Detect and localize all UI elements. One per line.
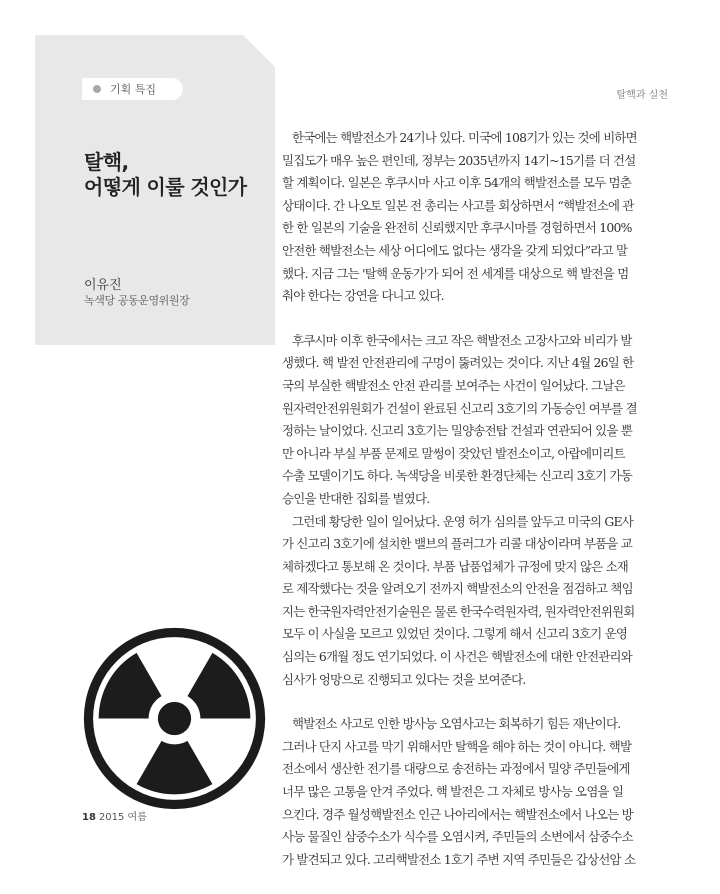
text-line: 가 신고리 3호기에 설치한 밸브의 플러그가 리콜 대상이라며 부품을 교 (282, 536, 632, 552)
article-title (84, 150, 274, 200)
text-line: 정하는 날이었다. 신고리 3호기는 밀양송전탑 건설과 연관되어 있을 뿐 (282, 423, 632, 439)
issue-label: 2015 여름 (98, 812, 147, 823)
text-line: 너무 많은 고통을 안겨 주었다. 핵 발전은 그 자체로 방사능 오염을 일 (282, 784, 624, 800)
text-line: 했다. 지금 그는 '탈핵 운동가'가 되어 전 세계를 대상으로 핵 발전을 멈 (282, 265, 629, 281)
text-line: 생했다. 핵 발전 안전관리에 구멍이 뚫려있는 것이다. 지난 4월 26일 한 (282, 355, 634, 371)
body-paragraph (282, 330, 638, 692)
author-name: 이유진 (84, 278, 122, 293)
text-line: 체하겠다고 통보해 온 것이다. 부품 납품업체가 규정에 맞지 않은 소재 (282, 558, 629, 574)
text-line: 원자력안전위원회가 건설이 완료된 신고리 3호기의 가동승인 여부를 결 (282, 400, 637, 416)
body-paragraph (282, 713, 638, 871)
radiation-icon (82, 626, 267, 811)
text-line: 로 제작했다는 것을 알려오기 전까지 핵발전소의 안전을 점검하고 책임 (282, 581, 633, 597)
section-tag-label: 기획 특집 (110, 83, 157, 96)
text-line: 할 계획이다. 일본은 후쿠시마 사고 이후 54개의 핵발전소를 모두 멈춘 (282, 175, 632, 191)
text-line: 지는 한국원자력안전기술원은 물론 한국수력원자력, 원자력안전위원회 (282, 603, 635, 619)
text-line: 심사가 엉망으로 진행되고 있다는 것을 보여준다. (282, 671, 526, 687)
article-title-line: 어떻게 이룰 것인가 (84, 175, 247, 199)
running-head: 탈핵과 실천 (616, 90, 668, 101)
text-line: 핵발전소 사고로 인한 방사능 오염사고는 회복하기 힘든 재난이다. (292, 716, 621, 732)
article-body (282, 127, 638, 893)
text-line: 한국에는 핵발전소가 24기나 있다. 미국에 108기가 있는 것에 비하면 (292, 130, 637, 145)
text-line: 만 아니라 부실 부품 문제로 말썽이 잦았던 발전소이고, 아랍에미리트 (282, 445, 625, 461)
text-line: 상태이다. 간 나오토 일본 전 총리는 사고를 회상하면서 “핵발전소에 관 (282, 197, 634, 213)
text-line: 밀집도가 매우 높은 편인데, 정부는 2035년까지 14기~15기를 더 건설 (282, 152, 636, 168)
article-title-line: 탈핵, (84, 150, 129, 174)
text-line: 으킨다. 경주 월성핵발전소 인근 나아리에서는 핵발전소에서 나오는 방 (282, 806, 633, 822)
text-line: 국의 부실한 핵발전소 안전 관리를 보여주는 사건이 일어났다. 그날은 (282, 377, 625, 393)
author-role: 녹색당 공동운영위원장 (84, 294, 190, 307)
text-line: 한 한 일본의 기술을 완전히 신뢰했지만 후쿠시마를 경험하면서 100% (282, 220, 632, 236)
text-line: 후쿠시마 이후 한국에서는 크고 작은 핵발전소 고장사고와 비리가 발 (292, 332, 632, 348)
text-line: 모두 이 사실을 모르고 있었던 것이다. 그렇게 해서 신고리 3호기 운영 (282, 626, 628, 642)
page-footer (82, 808, 147, 823)
body-paragraph (282, 127, 638, 308)
text-line: 춰야 한다는 강연을 다니고 있다. (282, 288, 444, 304)
text-line: 승인을 반대한 집회를 벌였다. (282, 490, 430, 506)
text-line: 가 발견되고 있다. 고리핵발전소 1호기 주변 지역 주민들은 갑상선암 소 (282, 851, 636, 867)
text-line: 전소에서 생산한 전기를 대량으로 송전하는 과정에서 밀양 주민들에게 (282, 761, 630, 777)
text-line: 그런데 황당한 일이 일어났다. 운영 허가 심의를 앞두고 미국의 GE사 (292, 513, 634, 529)
text-line: 수출 모델이기도 하다. 녹색당을 비롯한 환경단체는 신고리 3호기 가동 (282, 468, 632, 484)
text-line: 안전한 핵발전소는 세상 어디에도 없다는 생각을 갖게 되었다”라고 말 (282, 242, 628, 258)
text-line: 그러나 단지 사고를 막기 위해서만 탈핵을 해야 하는 것이 아니다. 핵발 (282, 738, 632, 754)
page-number: 18 (82, 812, 96, 823)
text-line: 사능 물질인 삼중수소가 식수를 오염시켜, 주민들의 소변에서 삼중수소 (282, 829, 633, 845)
bullet-dot-icon (93, 85, 101, 93)
text-line: 심의는 6개월 정도 연기되었다. 이 사건은 핵발전소에 대한 안전관리와 (282, 649, 632, 665)
